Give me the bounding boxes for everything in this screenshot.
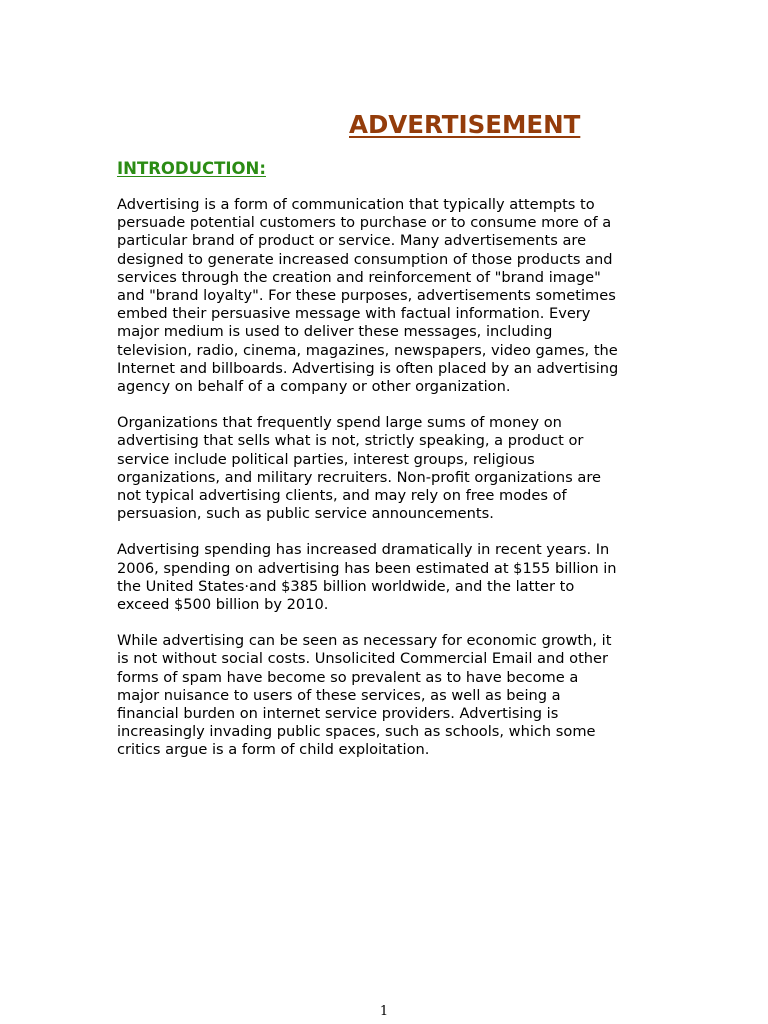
paragraph-line: critics argue is a form of child exploitation. — [117, 741, 430, 759]
paragraph-line: advertising that sells what is not, strictly speaking, a product or — [117, 432, 584, 450]
paragraph-line: financial burden on internet service providers. Advertising is — [117, 705, 559, 723]
paragraph-line: persuade potential customers to purchase or to consume more of a — [117, 214, 612, 232]
document-title: ADVERTISEMENT — [349, 110, 581, 139]
page-number: 1 — [379, 1004, 389, 1019]
paragraph-line: major nuisance to users of these services, as well as being a — [117, 686, 561, 704]
paragraph-line: designed to generate increased consumption of those products and — [117, 250, 613, 268]
paragraph-1 — [117, 196, 657, 396]
paragraph-line: particular brand of product or service. Many advertisements are — [117, 232, 587, 250]
paragraph-line: 2006, spending on advertising has been estimated at $155 billion in — [117, 559, 617, 577]
paragraph-2 — [117, 414, 657, 523]
body-text — [117, 196, 657, 778]
paragraph-line: persuasion, such as public service announcements. — [117, 505, 494, 523]
paragraph-line: is not without social costs. Unsolicited Commercial Email and other — [117, 650, 609, 668]
paragraph-line: increasingly invading public spaces, such as schools, which some — [117, 723, 596, 741]
paragraph-line: Advertising spending has increased dramatically in recent years. In — [117, 541, 610, 559]
paragraph-line: service include political parties, interest groups, religious — [117, 450, 535, 468]
paragraph-line: not typical advertising clients, and may rely on free modes of — [117, 487, 567, 505]
paragraph-line: While advertising can be seen as necessary for economic growth, it — [117, 632, 612, 650]
paragraph-3 — [117, 541, 657, 614]
paragraph-line: and "brand loyalty". For these purposes, advertisements sometimes — [117, 287, 616, 305]
paragraph-line: exceed $500 billion by 2010. — [117, 596, 329, 614]
paragraph-line: services through the creation and reinforcement of "brand image" — [117, 268, 601, 286]
paragraph-line: agency on behalf of a company or other organization. — [117, 378, 511, 396]
paragraph-line: Advertising is a form of communication that typically attempts to — [117, 196, 595, 213]
paragraph-line: embed their persuasive message with factual information. Every — [117, 305, 591, 323]
paragraph-line: television, radio, cinema, magazines, newspapers, video games, the — [117, 341, 618, 359]
section-heading-introduction: INTRODUCTION: — [117, 159, 266, 178]
paragraph-line: Internet and billboards. Advertising is often placed by an advertising — [117, 359, 619, 377]
paragraph-line: forms of spam have become so prevalent as to have become a — [117, 668, 579, 686]
paragraph-line: Organizations that frequently spend large sums of money on — [117, 414, 562, 432]
paragraph-line: major medium is used to deliver these messages, including — [117, 323, 553, 341]
paragraph-4 — [117, 632, 657, 759]
paragraph-line: organizations, and military recruiters. Non-profit organizations are — [117, 468, 601, 486]
paragraph-line: the United States·and $385 billion worldwide, and the latter to — [117, 577, 575, 595]
